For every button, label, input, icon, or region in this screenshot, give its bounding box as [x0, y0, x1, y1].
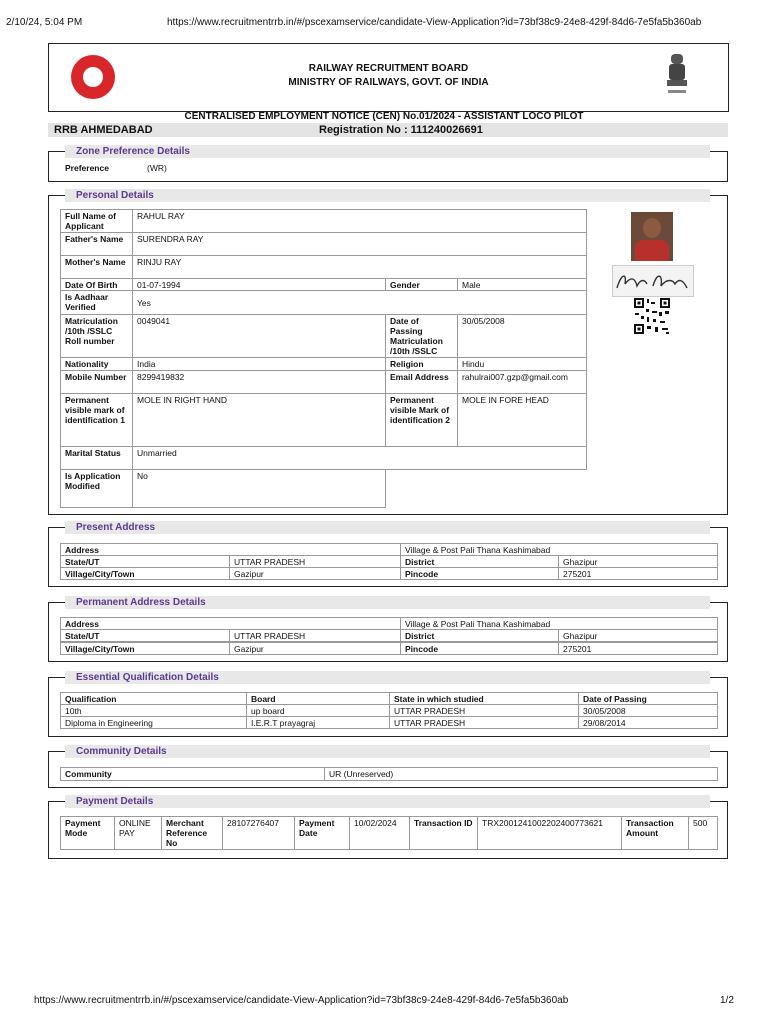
- state-studied-header: State in which studied: [389, 692, 579, 705]
- father-name-label: Father's Name: [60, 232, 133, 256]
- table-cell: 29/08/2014: [578, 716, 718, 729]
- mother-name-label: Mother's Name: [60, 255, 133, 279]
- present-village-label: Village/City/Town: [60, 567, 230, 580]
- identification-mark-2-label: Permanent visible Mark of identification 2: [385, 393, 458, 447]
- footer-url: https://www.recruitmentrrb.in/#/pscexamservice/candidate-View-Application?id=73bf38c9-24e8-429f-84d6-7e5fa5b360ab: [34, 995, 569, 1006]
- candidate-photo: [631, 212, 673, 261]
- section-title-bar: [65, 596, 710, 609]
- payment-title: Payment Details: [76, 796, 154, 807]
- personal-section-title: Personal Details: [76, 190, 154, 201]
- mobile-value: 8299419832: [132, 370, 386, 394]
- permanent-address-title: Permanent Address Details: [76, 597, 206, 608]
- aadhaar-value: Yes: [132, 290, 587, 315]
- rrb-name: RRB AHMEDABAD: [54, 124, 153, 136]
- qualification-header: Qualification: [60, 692, 247, 705]
- passing-date-value: 30/05/2008: [457, 314, 587, 358]
- table-cell: I.E.R.T prayagraj: [246, 716, 390, 729]
- present-village-value: Gazipur: [229, 567, 401, 580]
- zone-section-title: Zone Preference Details: [76, 146, 190, 157]
- payment-date-label: Payment Date: [294, 816, 350, 850]
- present-pincode-value: 275201: [558, 567, 718, 580]
- transaction-amount-label: Transaction Amount: [621, 816, 689, 850]
- table-cell: UTTAR PRADESH: [389, 704, 579, 717]
- registration-number: Registration No : 111240026691: [319, 124, 483, 136]
- marital-status-value: Unmarried: [132, 446, 587, 470]
- identification-mark-1-label: Permanent visible mark of identification 1: [60, 393, 133, 447]
- full-name-value: RAHUL RAY: [132, 209, 587, 233]
- present-state-label: State/UT: [60, 555, 230, 568]
- board-header-cell: Board: [246, 692, 390, 705]
- section-title-bar: [65, 189, 710, 202]
- dob-label: Date Of Birth: [60, 278, 133, 291]
- matric-roll-value: 0049041: [132, 314, 386, 358]
- section-title-bar: [65, 521, 710, 534]
- present-address-title: Present Address: [76, 522, 156, 533]
- payment-mode-label: Payment Mode: [60, 816, 115, 850]
- identification-mark-1-value: MOLE IN RIGHT HAND: [132, 393, 386, 447]
- religion-label: Religion: [385, 357, 458, 371]
- page-number: 1/2: [720, 995, 734, 1006]
- table-cell: up board: [246, 704, 390, 717]
- permanent-village-label: Village/City/Town: [60, 642, 230, 655]
- nationality-label: Nationality: [60, 357, 133, 371]
- merchant-ref-value: 28107276407: [222, 816, 295, 850]
- board-header: [48, 43, 729, 112]
- application-modified-value: No: [132, 469, 386, 508]
- table-cell: 30/05/2008: [578, 704, 718, 717]
- permanent-district-value: Ghazipur: [558, 629, 718, 642]
- ministry-title: MINISTRY OF RAILWAYS, GOVT. OF INDIA: [288, 77, 489, 88]
- transaction-amount-value: 500: [688, 816, 718, 850]
- section-title-bar: [65, 795, 710, 808]
- merchant-ref-label: Merchant Reference No: [161, 816, 223, 850]
- present-state-value: UTTAR PRADESH: [229, 555, 401, 568]
- community-label: Community: [60, 767, 325, 781]
- permanent-address-label: Address: [60, 617, 401, 630]
- mother-name-value: RINJU RAY: [132, 255, 587, 279]
- email-value: rahulrai007.gzp@gmail.com: [457, 370, 587, 394]
- section-title-bar: [65, 671, 710, 684]
- application-modified-label: Is Application Modified: [60, 469, 133, 508]
- passing-date-label: Date of Passing Matriculation /10th /SSLC: [385, 314, 458, 358]
- table-cell: 10th: [60, 704, 247, 717]
- registration-bar: [48, 123, 728, 137]
- print-url: https://www.recruitmentrrb.in/#/pscexamservice/candidate-View-Application?id=73bf38c9-24e8-429f-84d6-7e5fa5b360ab: [167, 17, 702, 28]
- notice-title: CENTRALISED EMPLOYMENT NOTICE (CEN) No.01/2024 - ASSISTANT LOCO PILOT: [184, 111, 584, 122]
- payment-date-value: 10/02/2024: [349, 816, 410, 850]
- permanent-district-label: District: [400, 629, 559, 642]
- print-datetime: 2/10/24, 5:04 PM: [6, 17, 83, 28]
- email-label: Email Address: [385, 370, 458, 394]
- preference-value: (WR): [147, 163, 167, 173]
- religion-value: Hindu: [457, 357, 587, 371]
- permanent-pincode-value: 275201: [558, 642, 718, 655]
- candidate-signature: [612, 265, 694, 297]
- transaction-id-label: Transaction ID: [409, 816, 478, 850]
- qualification-title: Essential Qualification Details: [76, 672, 219, 683]
- nationality-value: India: [132, 357, 386, 371]
- identification-mark-2-value: MOLE IN FORE HEAD: [457, 393, 587, 447]
- zone-preference-section: [48, 146, 728, 182]
- present-pincode-label: Pincode: [400, 567, 559, 580]
- preference-label: Preference: [65, 163, 109, 173]
- father-name-value: SURENDRA RAY: [132, 232, 587, 256]
- dob-value: 01-07-1994: [132, 278, 386, 291]
- date-passing-header: Date of Passing: [578, 692, 718, 705]
- print-header: [0, 0, 768, 40]
- qr-code-icon: [633, 297, 671, 335]
- community-value: UR (Unreserved): [324, 767, 718, 781]
- marital-status-label: Marital Status: [60, 446, 133, 470]
- permanent-village-value: Gazipur: [229, 642, 401, 655]
- full-name-label: Full Name of Applicant: [60, 209, 133, 233]
- aadhaar-label: Is Aadhaar Verified: [60, 290, 133, 315]
- gender-value: Male: [457, 278, 587, 291]
- national-emblem-icon: [664, 50, 690, 102]
- present-address-value: Village & Post Pali Thana Kashimabad: [400, 543, 718, 556]
- permanent-state-value: UTTAR PRADESH: [229, 629, 401, 642]
- transaction-id-value: TRX2001241002202400773621: [477, 816, 622, 850]
- permanent-state-label: State/UT: [60, 629, 230, 642]
- table-cell: Diploma in Engineering: [60, 716, 247, 729]
- present-district-label: District: [400, 555, 559, 568]
- permanent-address-value: Village & Post Pali Thana Kashimabad: [400, 617, 718, 630]
- matric-roll-label: Matriculation /10th /SSLC Roll number: [60, 314, 133, 358]
- section-title-bar: [65, 145, 710, 158]
- section-title-bar: [65, 745, 710, 758]
- community-title: Community Details: [76, 746, 167, 757]
- mobile-label: Mobile Number: [60, 370, 133, 394]
- gender-label: Gender: [385, 278, 458, 291]
- present-district-value: Ghazipur: [558, 555, 718, 568]
- present-address-label: Address: [60, 543, 401, 556]
- table-cell: UTTAR PRADESH: [389, 716, 579, 729]
- board-title: RAILWAY RECRUITMENT BOARD: [308, 63, 469, 74]
- permanent-pincode-label: Pincode: [400, 642, 559, 655]
- payment-mode-value: ONLINE PAY: [114, 816, 162, 850]
